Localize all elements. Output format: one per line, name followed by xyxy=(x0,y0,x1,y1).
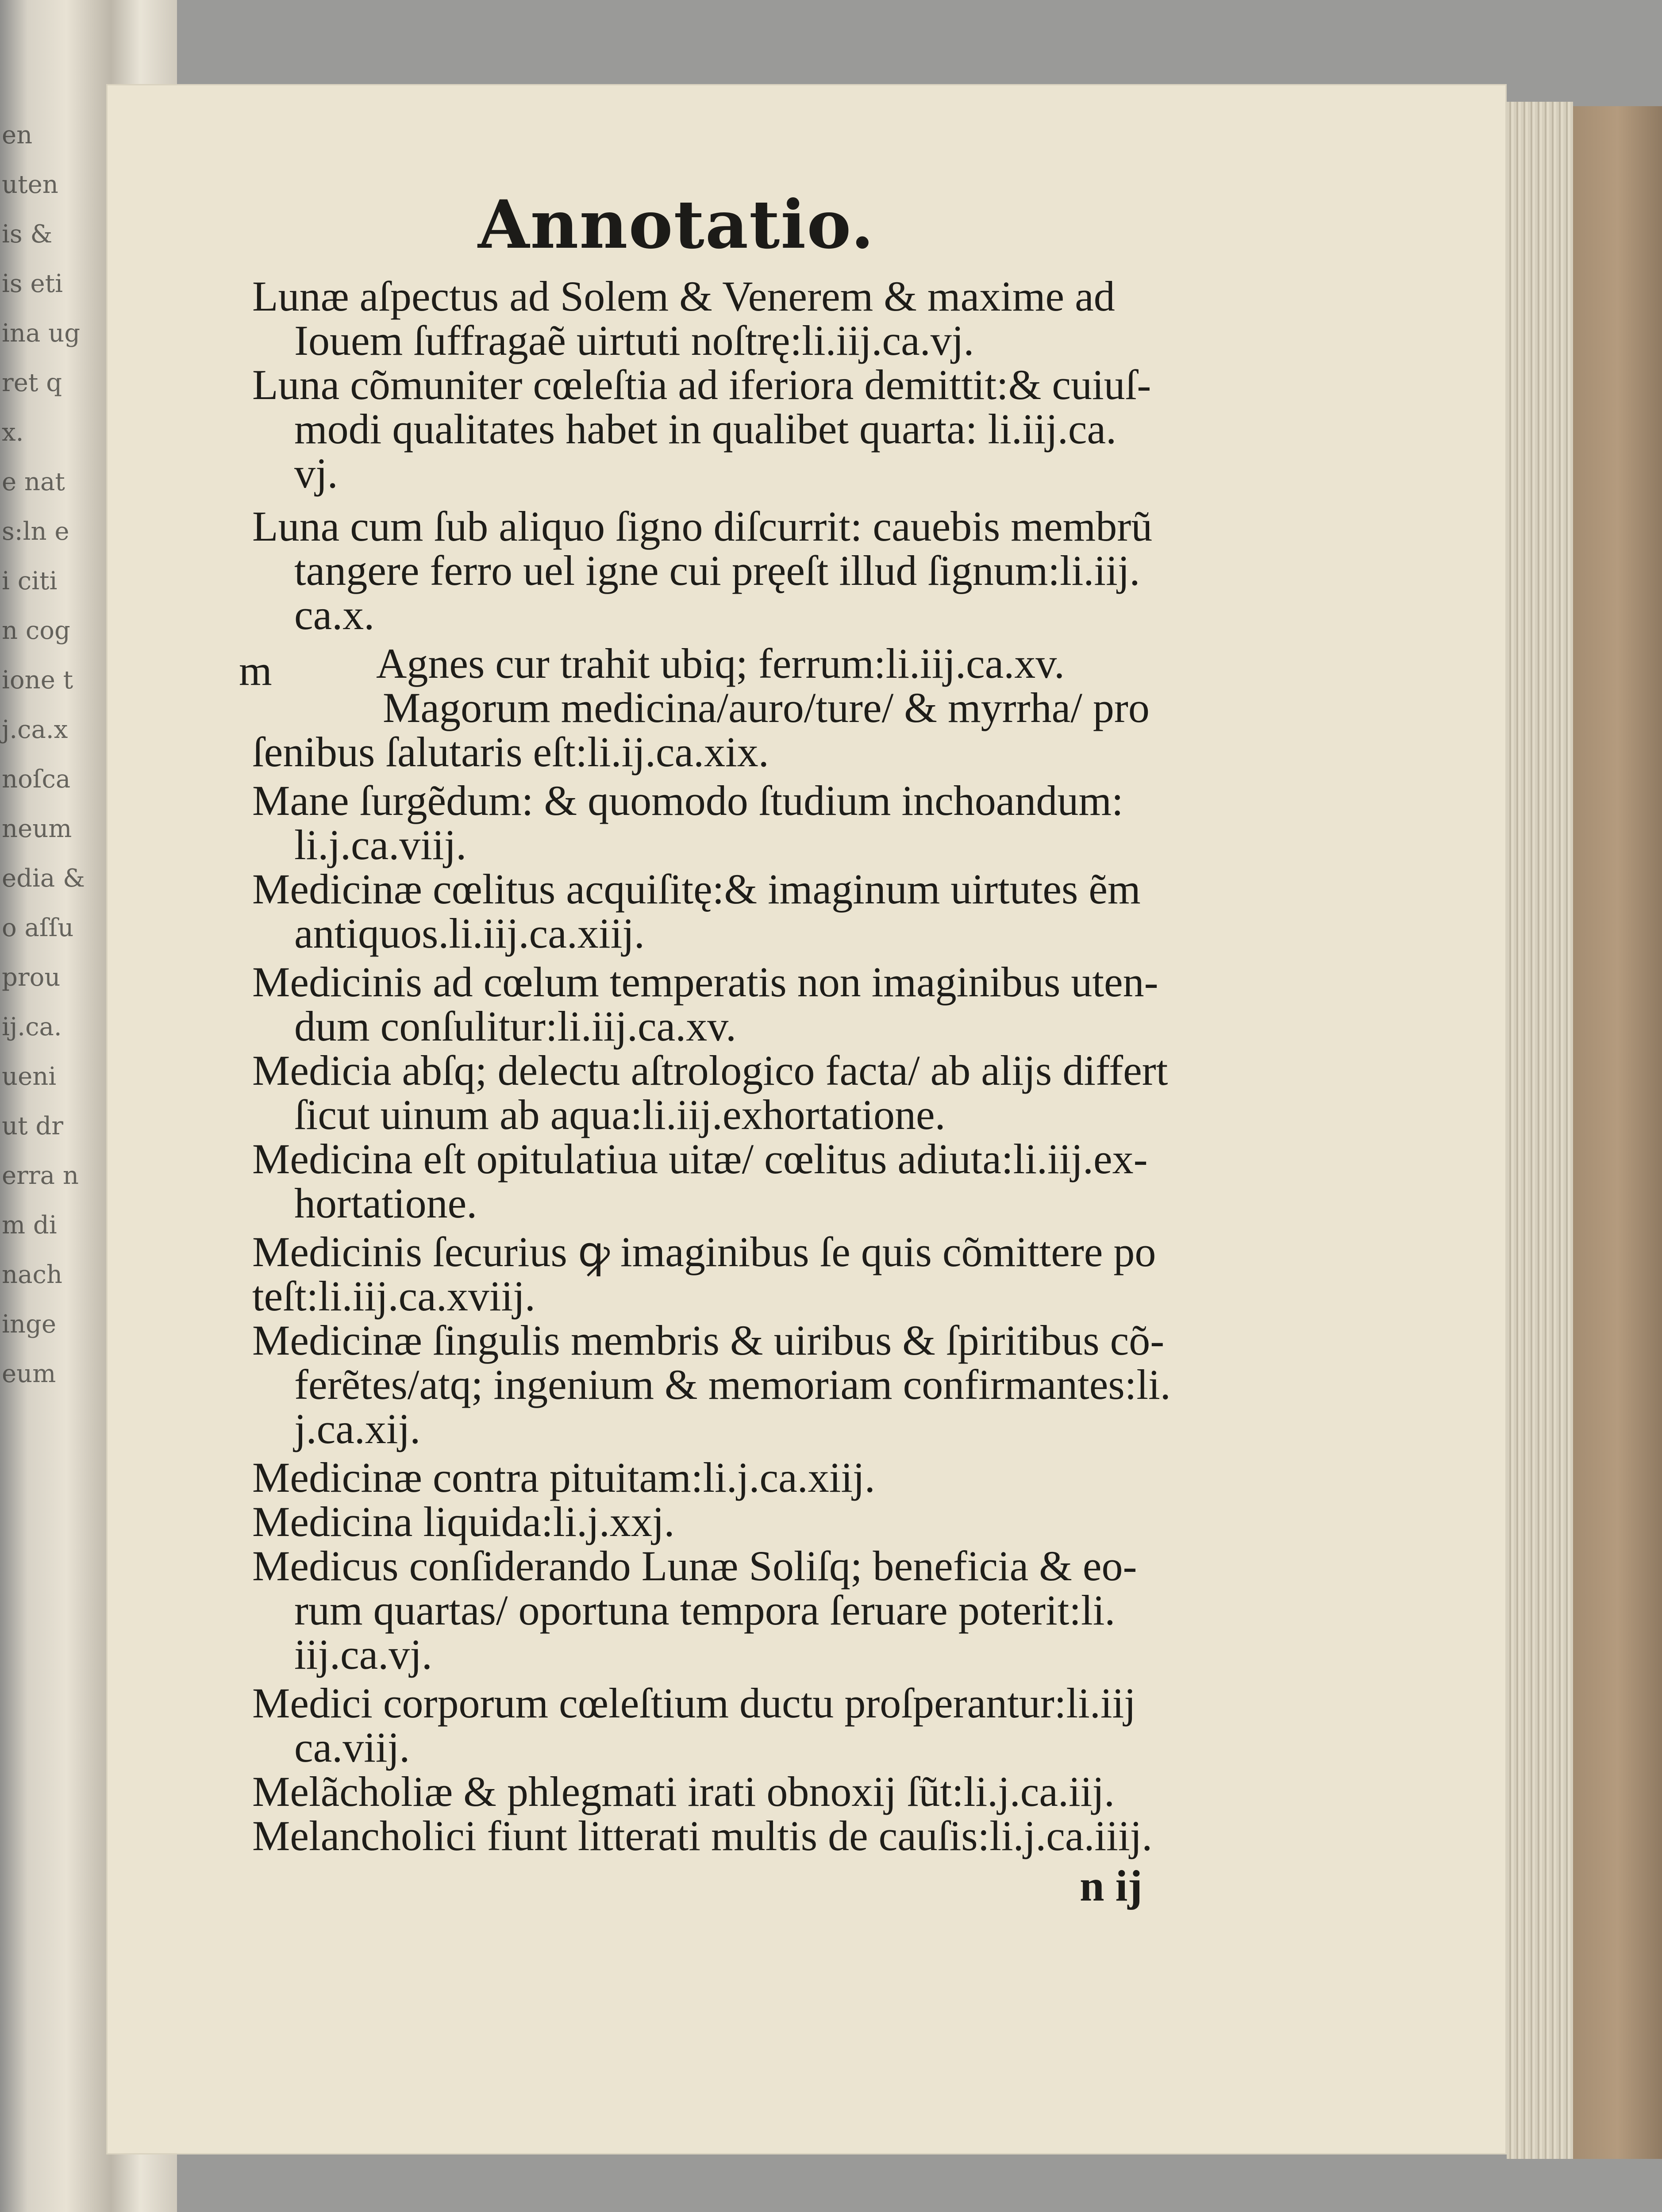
index-entry-line: rum quartas/ oportuna tempora ſeruare poterit:li. xyxy=(294,1586,1116,1634)
index-entry-line: dum conſulitur:li.iij.ca.xv. xyxy=(294,1002,736,1050)
page-heading: Annotatio. xyxy=(478,186,875,264)
index-entry-line: Medicinæ contra pituitam:li.j.ca.xiij. xyxy=(252,1454,875,1501)
index-entry-line: Medicinæ cœlitus acquiſitę:& imaginum uirtutes ẽm xyxy=(252,865,1141,913)
index-entry-line: Medicus conſiderando Lunæ Soliſq; beneficia & eo- xyxy=(252,1542,1137,1590)
index-entry-line: Luna cõmuniter cœleſtia ad iferiora demittit:& cuiuſ- xyxy=(252,361,1151,408)
index-entry-line: hortatione. xyxy=(294,1179,477,1227)
index-entry-line: antiquos.li.iij.ca.xiij. xyxy=(294,910,645,957)
index-entry-line: li.j.ca.viij. xyxy=(294,821,467,868)
index-entry-line: Medicinæ ſingulis membris & uiribus & ſpiritibus cõ- xyxy=(252,1317,1165,1364)
index-entry-line: Melãcholiæ & phlegmati irati obnoxij ſũt:li.j.ca.iij. xyxy=(252,1768,1115,1815)
index-entry-line: Medicia abſq; delectu aſtrologico facta/ ab alijs differt xyxy=(252,1047,1168,1094)
index-entry-line: Iouem ſuffragaẽ uirtuti noſtrę:li.iij.ca.vj. xyxy=(294,317,974,364)
facing-page-edge xyxy=(0,0,111,2212)
index-entry-line: iij.ca.vj. xyxy=(294,1631,432,1678)
index-entry-line: Luna cum ſub aliquo ſigno diſcurrit: cauebis membrũ xyxy=(252,503,1153,550)
index-entry-line: ſicut uinum ab aqua:li.iij.exhortatione. xyxy=(294,1091,946,1138)
index-entry-line: vj. xyxy=(294,449,338,497)
index-entry-line: tangere ferro uel igne cui pręeſt illud ſignum:li.iij. xyxy=(294,547,1140,594)
index-entry-line: Medicina eſt opitulatiua uitæ/ cœlitus adiuta:li.iij.ex- xyxy=(252,1135,1148,1183)
page-block-edges xyxy=(1507,102,1573,2159)
index-entry-line: ferẽtes/atq; ingenium & memoriam confirmantes:li. xyxy=(294,1361,1171,1408)
index-entry-line: Medicina liquida:li.j.xxj. xyxy=(252,1498,675,1545)
index-entry-line: Lunæ aſpectus ad Solem & Venerem & maxime ad xyxy=(252,273,1115,320)
index-entry-line: Agnes cur trahit ubiq; ferrum:li.iij.ca.xv. xyxy=(376,640,1065,687)
index-entry-line: Mane ſurgẽdum: & quomodo ſtudium inchoandum: xyxy=(252,777,1123,824)
index-entry-line: Melancholici fiunt litterati multis de cauſis:li.j.ca.iiij. xyxy=(252,1812,1153,1859)
index-entry-line: Medici corporum cœleſtium ductu proſperantur:li.iij xyxy=(252,1679,1136,1727)
index-entry-line: Medicinis ad cœlum temperatis non imaginibus uten- xyxy=(252,958,1158,1006)
index-entry-line: Medicinis ſecurius ꝙ imaginibus ſe quis cõmittere po xyxy=(252,1228,1156,1275)
margin-letter: m xyxy=(239,647,272,694)
index-entry-line: Magorum medicina/auro/ture/ & myrrha/ pro xyxy=(383,684,1150,731)
facing-page-text-fragments: en uten is & is eti ina ug ret q x. e nat s:ln e i citi n cog ione t j.ca.x noſca neum edia & o aſſu prou ij.ca. ueni ut dr erra n m di nach inge eum xyxy=(2,121,85,1388)
index-entry-line: ſenibus ſalutaris eſt:li.ij.ca.xix. xyxy=(252,728,769,776)
index-entry-line: ca.viij. xyxy=(294,1724,410,1771)
index-entry-line: ca.x. xyxy=(294,591,375,638)
signature-mark: n ij xyxy=(1080,1861,1143,1910)
index-entry-line: j.ca.xij. xyxy=(294,1405,421,1452)
index-entry-line: modi qualitates habet in qualibet quarta: li.iij.ca. xyxy=(294,405,1117,453)
book-binding xyxy=(1573,106,1662,2159)
index-entry-line: teſt:li.iij.ca.xviij. xyxy=(252,1272,535,1320)
